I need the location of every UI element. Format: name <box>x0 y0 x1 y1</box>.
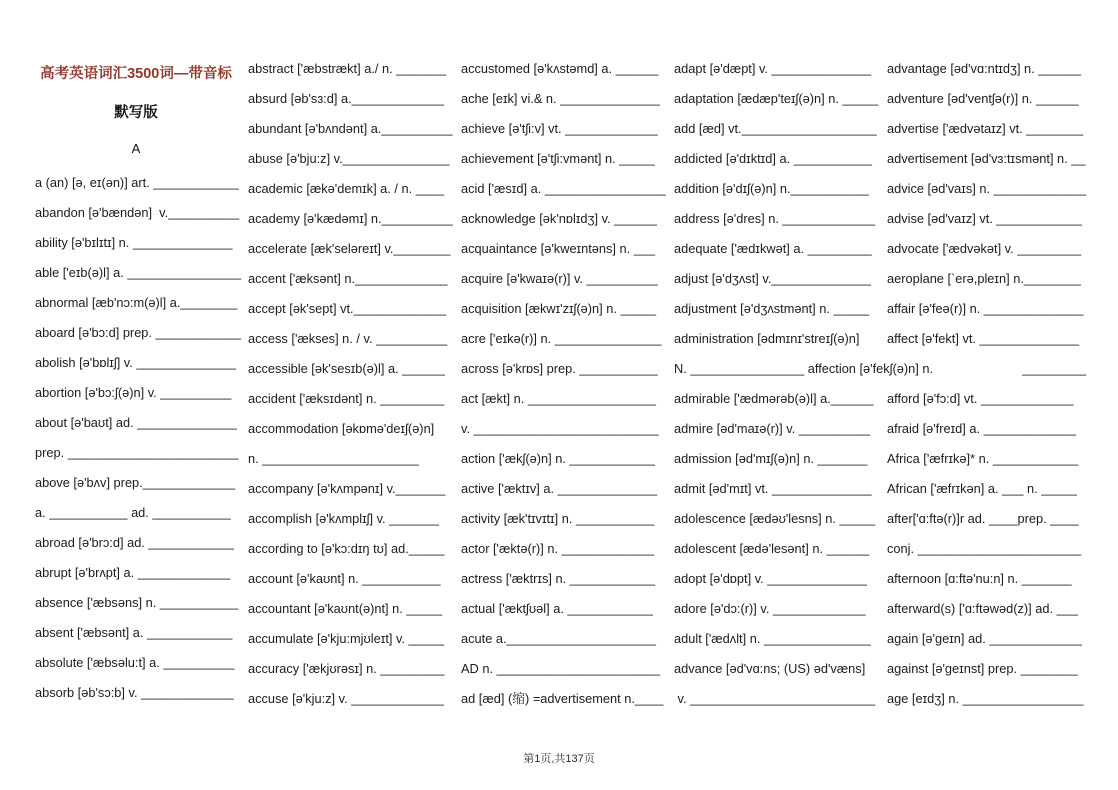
vocab-entry: accomplish [ə'kʌmplɪʃ] v. _______ <box>248 511 439 526</box>
vocab-entry: advantage [əd'vɑ:ntɪdʒ] n. ______ <box>887 61 1081 76</box>
vocab-entry: affect [ə'fekt] vt. ______________ <box>887 331 1080 346</box>
vocab-entry: accept [ək'sept] vt._____________ <box>248 301 447 316</box>
vocab-entry: active ['æktɪv] a. ______________ <box>461 481 658 496</box>
vocab-entry: Africa ['æfrɪkə]* n. ____________ <box>887 451 1079 466</box>
vocab-entry: adapt [ə'dæpt] v. ______________ <box>674 61 872 76</box>
vocab-entry: abortion [ə'bɔ:ʃ(ə)n] v. __________ <box>35 385 232 400</box>
vocab-entry: n. ______________________ <box>248 451 419 466</box>
vocab-entry: according to [ə'kɔ:dɪŋ tʊ] ad._____ <box>248 541 445 556</box>
vocab-entry: accompany [ə'kʌmpənɪ] v._______ <box>248 481 446 496</box>
vocab-entry: acre ['eɪkə(r)] n. _______________ <box>461 331 662 346</box>
vocab-entry: advice [əd'vaɪs] n. _____________ <box>887 181 1087 196</box>
vocab-entry: African ['æfrɪkən] a. ___ n. _____ <box>887 481 1077 496</box>
vocab-entry: acquisition [ækwɪ'zɪʃ(ə)n] n. _____ <box>461 301 657 316</box>
vocab-entry: achievement [ə'tʃi:vmənt] n. _____ <box>461 151 655 166</box>
vocab-entry: absolute ['æbsəlu:t] a. __________ <box>35 655 235 670</box>
page-subtitle: 默写版 <box>114 105 158 121</box>
vocab-entry: age [eɪdʒ] n. _________________ <box>887 691 1084 706</box>
vocab-entry: acquaintance [ə'kweɪntəns] n. ___ <box>461 241 656 256</box>
vocab-entry: absence ['æbsəns] n. ___________ <box>35 595 239 610</box>
page-number: 第1页,共137页 <box>523 753 595 765</box>
vocab-entry: accessible [ək'sesɪb(ə)l] a. ______ <box>248 361 445 376</box>
vocab-entry: administration [ədmɪnɪ'streɪʃ(ə)n] <box>674 331 860 346</box>
vocab-entry: afraid [ə'freɪd] a. _____________ <box>887 421 1077 436</box>
vocab-entry: abundant [ə'bʌndənt] a.__________ <box>248 121 453 136</box>
vocab-entry: address [ə'dres] n. _____________ <box>674 211 875 226</box>
vocab-entry: _________ <box>887 361 1087 376</box>
vocab-entry: adequate ['ædɪkwət] a. _________ <box>674 241 872 256</box>
vocab-entry: access ['ækses] n. / v. __________ <box>248 331 448 346</box>
vocab-entry: v. __________________________ <box>674 691 876 706</box>
vocab-entry: addition [ə'dɪʃ(ə)n] n.___________ <box>674 181 869 196</box>
vocab-entry: accent ['æksənt] n._____________ <box>248 271 448 286</box>
vocab-entry: acquire [ə'kwaɪə(r)] v. __________ <box>461 271 658 286</box>
vocab-column-1 <box>35 54 242 714</box>
vocab-entry: ability [ə'bɪlɪtɪ] n. ______________ <box>35 235 233 250</box>
vocab-entry: adjust [ə'dʒʌst] v.______________ <box>674 271 872 286</box>
vocab-entry: admire [əd'maɪə(r)] v. __________ <box>674 421 870 436</box>
vocab-column-3 <box>461 54 666 714</box>
vocab-entry: able ['eɪb(ə)l] a. ________________ <box>35 265 242 280</box>
vocab-entry: afford [ə'fɔ:d] vt. _____________ <box>887 391 1074 406</box>
vocab-entry: adult ['ædʌlt] n. _______________ <box>674 631 871 646</box>
vocab-entry: activity [æk'tɪvɪtɪ] n. ___________ <box>461 511 655 526</box>
vocab-entry: adore [ə'dɔ:(r)] v. _____________ <box>674 601 866 616</box>
vocab-entry: advise [əd'vaɪz] vt. ____________ <box>887 211 1082 226</box>
vocab-entry: actor ['æktə(r)] n. _____________ <box>461 541 655 556</box>
vocab-entry: adventure [əd'ventʃə(r)] n. ______ <box>887 91 1079 106</box>
vocab-entry: again [ə'geɪn] ad. _____________ <box>887 631 1082 646</box>
vocab-entry: abnormal [æb'nɔ:m(ə)l] a.________ <box>35 295 238 310</box>
vocab-entry: absurd [əb'sɜ:d] a._____________ <box>248 91 445 106</box>
vocab-entry: adolescent [ædə'lesənt] n. ______ <box>674 541 870 556</box>
vocab-entry: absent ['æbsənt] a. ____________ <box>35 625 233 640</box>
vocab-entry: AD n. _______________________ <box>461 661 661 676</box>
vocab-entry: accommodation [əkɒmə'deɪʃ(ə)n] <box>248 421 435 436</box>
vocab-entry: accumulate [ə'kju:mjʊleɪt] v. _____ <box>248 631 445 646</box>
vocab-entry: absorb [əb'sɔ:b] v. _____________ <box>35 685 234 700</box>
vocab-entry: actual ['æktʃʊəl] a. ____________ <box>461 601 653 616</box>
vocab-entry: afterward(s) ['ɑ:ftəwəd(z)] ad. ___ <box>887 601 1078 616</box>
vocab-column-4 <box>674 54 934 714</box>
vocab-entry: act [ækt] n. __________________ <box>461 391 656 406</box>
vocab-entry: adaptation [ædæp'teɪʃ(ə)n] n. _____ <box>674 91 879 106</box>
vocab-entry: abolish [ə'bɒlɪʃ] v. ______________ <box>35 355 237 370</box>
vocab-entry: accuse [ə'kju:z] v. _____________ <box>248 691 444 706</box>
vocab-entry: ache [eɪk] vi.& n. ______________ <box>461 91 660 106</box>
vocab-entry: academy [ə'kædəmɪ] n.__________ <box>248 211 453 226</box>
vocab-entry: against [ə'geɪnst] prep. ________ <box>887 661 1078 676</box>
vocab-entry: accustomed [ə'kʌstəmd] a. ______ <box>461 61 659 76</box>
vocab-entry: ad [æd] (缩) =advertisement n.____ <box>461 691 664 706</box>
vocab-entry: after['ɑ:ftə(r)]r ad. ____prep. ____ <box>887 511 1079 526</box>
vocab-entry: abrupt [ə'brʌpt] a. _____________ <box>35 565 231 580</box>
vocab-entry: adjustment [ə'dʒʌstmənt] n. _____ <box>674 301 870 316</box>
vocab-entry: actress ['æktrɪs] n. ____________ <box>461 571 656 586</box>
vocab-entry: add [æd] vt.___________________ <box>674 121 877 136</box>
vocab-entry: acid ['æsɪd] a. _________________ <box>461 181 666 196</box>
vocab-entry: acknowledge [ək'nɒlɪdʒ] v. ______ <box>461 211 657 226</box>
vocab-entry: accuracy ['ækjʊrəsɪ] n. _________ <box>248 661 445 676</box>
vocab-entry: N. ________________ affection [ə'fekʃ(ə)n] n. <box>674 361 934 376</box>
vocab-entry: adolescence [ædəʊ'lesns] n. _____ <box>674 511 876 526</box>
vocab-entry: a. ___________ ad. ___________ <box>35 505 231 520</box>
vocab-entry: abstract ['æbstrækt] a./ n. _______ <box>248 61 447 76</box>
vocab-entry: achieve [ə'tʃi:v] vt. _____________ <box>461 121 658 136</box>
vocab-entries-1 <box>35 168 242 708</box>
vocab-entry: abroad [ə'brɔ:d] ad. ____________ <box>35 535 234 550</box>
vocab-column-5 <box>887 54 1089 714</box>
vocab-entry: abuse [ə'bju:z] v._______________ <box>248 151 450 166</box>
vocab-entry: accountant [ə'kaʊnt(ə)nt] n. _____ <box>248 601 442 616</box>
vocab-entry: account [ə'kaʊnt] n. ___________ <box>248 571 441 586</box>
vocab-entry: admission [əd'mɪʃ(ə)n] n. _______ <box>674 451 868 466</box>
vocab-entry: advertise ['ædvətaɪz] vt. ________ <box>887 121 1084 136</box>
vocab-entry: admirable ['ædmərəb(ə)l] a.______ <box>674 391 874 406</box>
vocab-entry: v. __________________________ <box>461 421 659 436</box>
vocab-entry: abandon [ə'bændən] v.__________ <box>35 205 240 220</box>
vocab-entry: action ['ækʃ(ə)n] n. ____________ <box>461 451 655 466</box>
vocab-entry: across [ə'krɒs] prep. ___________ <box>461 361 658 376</box>
vocab-entry: about [ə'baʊt] ad. ______________ <box>35 415 237 430</box>
page-title: 高考英语词汇3500词—带音标 <box>40 66 232 82</box>
vocab-column-2 <box>248 54 453 714</box>
vocab-entry: affair [ə'feə(r)] n. ______________ <box>887 301 1084 316</box>
vocab-entry: addicted [ə'dɪktɪd] a. ___________ <box>674 151 872 166</box>
vocab-entry: a (an) [ə, eɪ(ən)] art. ____________ <box>35 175 239 190</box>
vocab-entry: accident ['æksɪdənt] n. _________ <box>248 391 445 406</box>
vocab-entry: admit [əd'mɪt] vt. ______________ <box>674 481 872 496</box>
vocab-entry: afternoon [ɑ:ftə'nu:n] n. _______ <box>887 571 1072 586</box>
vocab-entry: aeroplane [`erə,pleɪn] n.________ <box>887 271 1081 286</box>
vocab-entry: adopt [ə'dɒpt] v. ______________ <box>674 571 867 586</box>
vocab-entry: aboard [ə'bɔ:d] prep. ____________ <box>35 325 241 340</box>
vocab-entry: advance [əd'vɑ:ns; (US) əd'væns] <box>674 661 866 676</box>
vocab-entry: conj. _______________________ <box>887 541 1082 556</box>
vocab-entry: advocate ['ædvəkət] v. _________ <box>887 241 1082 256</box>
vocab-entry: above [ə'bʌv] prep._____________ <box>35 475 236 490</box>
section-letter: A <box>131 141 141 156</box>
vocab-entry: acute a._____________________ <box>461 631 656 646</box>
vocab-entry: accelerate [æk'seləreɪt] v.________ <box>248 241 451 256</box>
vocab-entry: academic [ækə'demɪk] a. / n. ____ <box>248 181 445 196</box>
vocab-entry: prep. ________________________ <box>35 445 239 460</box>
vocab-entry: advertisement [əd'vɜ:tɪsmənt] n. __ <box>887 151 1086 166</box>
